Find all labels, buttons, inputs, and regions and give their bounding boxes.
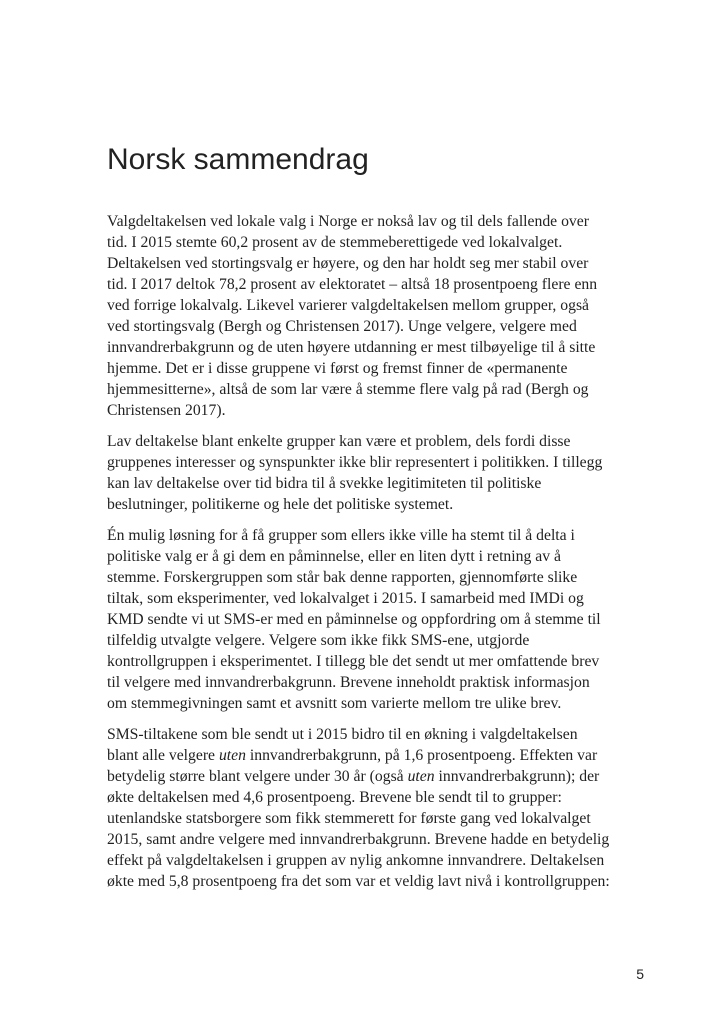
text-line: innvandrerbakgrunn og de uten høyere utdanning er mest tilbøyelige til å sitte bbox=[107, 339, 596, 356]
text-line: hjemmesitterne», altså de som lar være å stemme flere valg på rad (Bergh og bbox=[107, 381, 589, 398]
paragraph-3 bbox=[107, 525, 707, 714]
text-run: innvandrerbakgrunn, på 1,6 prosentpoeng. Effekten var bbox=[245, 747, 598, 764]
text-run: innvandrerbakgrunn); der bbox=[434, 768, 600, 785]
text-line: stemme. Forskergruppen som står bak denne rapporten, gjennomførte slike bbox=[107, 569, 578, 586]
text-line: utenlandske statsborgere som fikk stemmerett for første gang ved lokalvalget bbox=[107, 810, 591, 827]
text-line: effekt på valgdeltakelsen i gruppen av nylig ankomne innvandrere. Deltakelsen bbox=[107, 852, 605, 869]
text-run: blant alle velgere bbox=[107, 747, 219, 764]
text-line: kontrollgruppen i eksperimentet. I tillegg ble det sendt ut mer omfattende brev bbox=[107, 653, 600, 670]
text-run: betydelig større blant velgere under 30 år (også bbox=[107, 768, 408, 785]
text-line: ved forrige lokalvalg. Likevel varierer valgdeltakelsen mellom grupper, også bbox=[107, 297, 590, 314]
text-line: om stemmegivningen samt et avsnitt som varierte mellom tre ulike brev. bbox=[107, 695, 562, 712]
text-line: tiltak, som eksperimenter, ved lokalvalget i 2015. I samarbeid med IMDi og bbox=[107, 590, 584, 607]
text-line: tid. I 2015 stemte 60,2 prosent av de stemmeberettigede ved lokalvalget. bbox=[107, 234, 563, 251]
text-line: tid. I 2017 deltok 78,2 prosent av elektoratet – altså 18 prosentpoeng flere enn bbox=[107, 276, 598, 293]
text-line: hjemme. Det er i disse gruppene vi først og fremst finner de «permanente bbox=[107, 360, 568, 377]
paragraph-4 bbox=[107, 724, 707, 892]
text-line: Én mulig løsning for å få grupper som ellers ikke ville ha stemt til å delta i bbox=[107, 527, 575, 544]
paragraph-2 bbox=[107, 431, 707, 515]
text-line: Valgdeltakelsen ved lokale valg i Norge er nokså lav og til dels fallende over bbox=[107, 213, 589, 230]
text-line: økte med 5,8 prosentpoeng fra det som var et veldig lavt nivå i kontrollgruppen: bbox=[107, 873, 610, 890]
text-line: SMS-tiltakene som ble sendt ut i 2015 bidro til en økning i valgdeltakelsen bbox=[107, 726, 578, 743]
page-number: 5 bbox=[636, 966, 644, 982]
text-line: Lav deltakelse blant enkelte grupper kan være et problem, dels fordi disse bbox=[107, 433, 571, 450]
text-line: Deltakelsen ved stortingsvalg er høyere, og den har holdt seg mer stabil over bbox=[107, 255, 589, 272]
document-body bbox=[107, 211, 707, 902]
text-line: politiske valg er å gi dem en påminnelse, eller en liten dytt i retning av å bbox=[107, 548, 561, 565]
text-line: kan lav deltakelse over tid bidra til å svekke legitimiteten til politiske bbox=[107, 475, 542, 492]
text-line: 2015, samt andre velgere med innvandrerbakgrunn. Brevene hadde en betydelig bbox=[107, 831, 610, 848]
page-title: Norsk sammendrag bbox=[107, 143, 369, 176]
text-line: beslutninger, politikerne og hele det politiske systemet. bbox=[107, 496, 454, 513]
paragraph-1 bbox=[107, 211, 707, 421]
text-line: KMD sendte vi ut SMS-er med en påminnelse og oppfordring om å stemme til bbox=[107, 611, 601, 628]
text-line: tilfeldig utvalgte velgere. Velgere som ikke fikk SMS-ene, utgjorde bbox=[107, 632, 530, 649]
text-line-with-emphasis bbox=[107, 745, 707, 766]
emphasis-text: uten bbox=[218, 747, 246, 764]
text-line-with-emphasis bbox=[107, 766, 707, 787]
text-line: Christensen 2017). bbox=[107, 402, 226, 419]
text-line: ved stortingsvalg (Bergh og Christensen 2017). Unge velgere, velgere med bbox=[107, 318, 577, 335]
text-line: til velgere med innvandrerbakgrunn. Brevene inneholdt praktisk informasjon bbox=[107, 674, 590, 691]
text-line: gruppenes interesser og synspunkter ikke blir representert i politikken. I tillegg bbox=[107, 454, 603, 471]
emphasis-text: uten bbox=[407, 768, 435, 785]
text-line: økte deltakelsen med 4,6 prosentpoeng. Brevene ble sendt til to grupper: bbox=[107, 789, 562, 806]
